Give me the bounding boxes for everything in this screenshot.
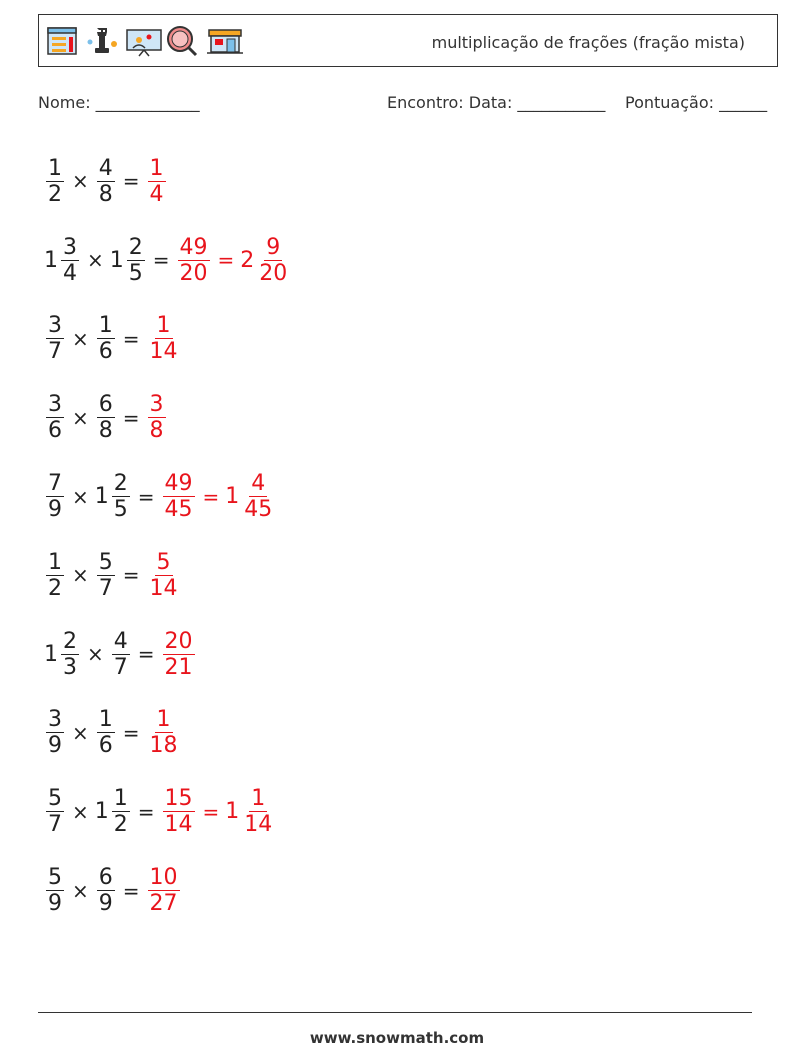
operand-a-denominator: 6 [48, 418, 62, 444]
operand-b-denominator: 8 [98, 418, 113, 444]
operand-b-numerator: 5 [98, 549, 113, 575]
operand-b [97, 157, 115, 206]
equals-sign: = [122, 720, 140, 745]
times-sign: × [72, 484, 89, 509]
operand-b-group [110, 630, 132, 679]
problem-row [44, 300, 291, 379]
operand-a [46, 551, 64, 600]
operand-b-group [95, 866, 117, 915]
operand-a-denominator: 3 [63, 654, 77, 680]
operand-b-numerator: 4 [98, 155, 113, 181]
answer-fraction [148, 866, 180, 915]
answer-fraction-numerator: 3 [149, 392, 164, 418]
operand-b-denominator: 7 [113, 654, 128, 680]
problem-row [44, 772, 291, 851]
operand-a [46, 157, 64, 206]
operand-b-denominator: 7 [98, 575, 113, 601]
answer-fraction [178, 236, 210, 285]
answer-mixed-numerator: 4 [251, 470, 266, 496]
times-sign: × [87, 248, 104, 273]
answer-fraction-denominator: 8 [149, 418, 164, 444]
answer-fraction-group [161, 472, 197, 521]
answer-mixed-whole: 2 [240, 247, 255, 273]
answer-mixed [242, 472, 274, 521]
answer-fraction-numerator: 49 [179, 234, 208, 260]
answer-fraction-numerator: 15 [164, 786, 193, 812]
worksheet-header [38, 14, 778, 67]
operand-b-group [95, 787, 132, 836]
answer-fraction-denominator: 18 [149, 733, 178, 759]
answer-mixed-denominator: 20 [259, 260, 288, 286]
operand-a [61, 630, 79, 679]
operand-a-group [44, 551, 66, 600]
operand-a-group [44, 157, 66, 206]
operand-b-denominator: 2 [113, 812, 128, 838]
operand-b-group [95, 157, 117, 206]
answer-fraction-denominator: 45 [164, 497, 193, 523]
chess-rook-icon [85, 24, 119, 58]
answer-equals-sign: = [202, 484, 220, 509]
operand-b-group [95, 314, 117, 363]
operand-a-numerator: 3 [48, 313, 62, 339]
answer-mixed [242, 787, 274, 836]
operand-a-numerator: 3 [48, 392, 62, 418]
equals-sign: = [122, 405, 140, 430]
operand-b-numerator: 6 [98, 864, 113, 890]
operand-a-whole: 1 [44, 247, 58, 273]
operand-b-numerator: 2 [113, 470, 128, 496]
operand-a-numerator: 1 [48, 155, 62, 181]
problem-row [44, 221, 291, 300]
operand-b-numerator: 6 [98, 392, 113, 418]
answer [146, 551, 182, 600]
operand-a-denominator: 7 [48, 812, 62, 838]
answer-fraction-denominator: 4 [149, 181, 164, 207]
answer-fraction-denominator: 20 [179, 260, 208, 286]
answer-mixed-whole: 1 [225, 484, 240, 510]
operand-b-denominator: 9 [98, 891, 113, 917]
problem-list [44, 142, 291, 930]
operand-a [46, 866, 64, 915]
answer-fraction-denominator: 14 [149, 339, 178, 365]
operand-b-denominator: 8 [98, 181, 113, 207]
operand-b [112, 787, 130, 836]
answer-mixed [257, 236, 289, 285]
answer-fraction [163, 472, 195, 521]
operand-a-group [44, 787, 66, 836]
answer-fraction-numerator: 1 [149, 155, 164, 181]
operand-a-denominator: 2 [48, 575, 62, 601]
operand-b [97, 551, 115, 600]
answer-fraction [148, 314, 180, 363]
answer [146, 708, 182, 757]
operand-a-group [44, 472, 66, 521]
operand-b-numerator: 1 [113, 786, 128, 812]
answer-fraction-denominator: 27 [149, 891, 178, 917]
times-sign: × [72, 563, 89, 588]
operand-a-denominator: 7 [48, 339, 62, 365]
operand-b-numerator: 1 [98, 707, 113, 733]
answer-fraction-numerator: 20 [164, 628, 193, 654]
problem-row [44, 694, 291, 773]
presentation-board-icon [125, 24, 159, 58]
answer-mixed-denominator: 45 [244, 497, 273, 523]
operand-b-denominator: 6 [98, 733, 113, 759]
operand-a-numerator: 1 [48, 549, 62, 575]
answer-fraction-group [146, 708, 182, 757]
footer-url: www.snowmath.com [309, 1029, 485, 1047]
operand-b [97, 708, 115, 757]
operand-b-group [95, 472, 132, 521]
operand-a-numerator: 3 [63, 234, 77, 260]
answer-fraction-numerator: 1 [156, 707, 171, 733]
operand-b-whole: 1 [94, 799, 109, 825]
operand-a-denominator: 9 [48, 733, 62, 759]
operand-b [112, 630, 130, 679]
score-label: Pontuação: ______ [625, 93, 768, 112]
shop-icon [205, 24, 239, 58]
equals-sign: = [122, 326, 140, 351]
times-sign: × [72, 169, 89, 194]
times-sign: × [72, 799, 89, 824]
operand-b-numerator: 1 [98, 313, 113, 339]
answer-fraction-denominator: 21 [164, 654, 193, 680]
operand-b [112, 472, 130, 521]
answer-fraction-numerator: 10 [149, 864, 178, 890]
header-icons [45, 23, 239, 59]
answer-mixed-whole: 1 [225, 799, 240, 825]
answer-fraction-group [146, 393, 168, 442]
operand-a-denominator: 2 [48, 181, 62, 207]
answer-fraction-numerator: 1 [156, 313, 171, 339]
operand-a-denominator: 9 [48, 497, 62, 523]
times-sign: × [87, 642, 104, 667]
operand-a-whole: 1 [44, 641, 58, 667]
operand-b [97, 393, 115, 442]
operand-b-numerator: 4 [113, 628, 128, 654]
operand-a-numerator: 7 [48, 470, 62, 496]
operand-a-numerator: 5 [48, 786, 62, 812]
operand-a-group [44, 393, 66, 442]
operand-a-group [44, 708, 66, 757]
operand-b-denominator: 6 [98, 339, 113, 365]
problem-row [44, 378, 291, 457]
answer-equals-sign: = [202, 799, 220, 824]
answer-fraction-numerator: 49 [164, 470, 193, 496]
operand-a [46, 393, 64, 442]
answer-fraction [148, 393, 166, 442]
answer [161, 630, 197, 679]
operand-a-numerator: 2 [63, 628, 77, 654]
answer-mixed-numerator: 9 [266, 234, 281, 260]
problem-row [44, 615, 291, 694]
answer-fraction-denominator: 14 [149, 575, 178, 601]
operand-a-denominator: 9 [48, 891, 62, 917]
equals-sign: = [137, 799, 155, 824]
operand-b-numerator: 2 [128, 234, 143, 260]
problem-row [44, 851, 291, 930]
answer [146, 157, 168, 206]
operand-b [97, 866, 115, 915]
operand-b-denominator: 5 [128, 260, 143, 286]
answer [176, 236, 292, 285]
operand-a-numerator: 3 [48, 707, 62, 733]
operand-a-group [44, 866, 66, 915]
answer-fraction-numerator: 5 [156, 549, 171, 575]
answer-fraction [148, 157, 166, 206]
answer [161, 472, 277, 521]
operand-b-whole: 1 [109, 247, 124, 273]
answer-mixed-group [225, 787, 276, 836]
operand-a [61, 236, 79, 285]
answer-fraction-group [146, 551, 182, 600]
problem-row [44, 142, 291, 221]
equals-sign: = [122, 169, 140, 194]
operand-a [46, 314, 64, 363]
operand-b-whole: 1 [94, 484, 109, 510]
answer-equals-sign: = [217, 248, 235, 273]
answer-mixed-denominator: 14 [244, 812, 273, 838]
answer [146, 393, 168, 442]
operand-a-group [44, 236, 81, 285]
answer-fraction [163, 787, 195, 836]
answer-mixed-group [225, 472, 276, 521]
operand-b-group [95, 708, 117, 757]
equals-sign: = [137, 484, 155, 509]
answer-fraction-group [161, 630, 197, 679]
name-field-label: Nome: _____________ [38, 93, 200, 112]
answer-fraction [148, 551, 180, 600]
operand-a-group [44, 630, 81, 679]
times-sign: × [72, 720, 89, 745]
problem-row [44, 536, 291, 615]
worksheet-icon [45, 24, 79, 58]
operand-a [46, 787, 64, 836]
answer [161, 787, 277, 836]
operand-a [46, 708, 64, 757]
answer-mixed-group [240, 236, 291, 285]
answer [146, 866, 182, 915]
equals-sign: = [122, 878, 140, 903]
answer-fraction-group [161, 787, 197, 836]
meeting-date-label: Encontro: Data: ___________ [387, 93, 606, 112]
answer-fraction [163, 630, 195, 679]
footer-divider [38, 1012, 752, 1013]
answer-fraction-group [146, 314, 182, 363]
answer-fraction-group [146, 866, 182, 915]
answer-mixed-numerator: 1 [251, 786, 266, 812]
equals-sign: = [137, 642, 155, 667]
equals-sign: = [152, 248, 170, 273]
operand-b-group [110, 236, 147, 285]
operand-b-denominator: 5 [113, 497, 128, 523]
worksheet-title: multiplicação de frações (fração mista) [431, 33, 745, 52]
answer [146, 314, 182, 363]
operand-b [127, 236, 145, 285]
times-sign: × [72, 878, 89, 903]
operand-b [97, 314, 115, 363]
answer-fraction-denominator: 14 [164, 812, 193, 838]
operand-b-group [95, 551, 117, 600]
times-sign: × [72, 326, 89, 351]
times-sign: × [72, 405, 89, 430]
operand-a-denominator: 4 [63, 260, 77, 286]
problem-row [44, 457, 291, 536]
magnifier-icon [165, 24, 199, 58]
operand-a-group [44, 314, 66, 363]
operand-a-numerator: 5 [48, 864, 62, 890]
operand-b-group [95, 393, 117, 442]
operand-a [46, 472, 64, 521]
equals-sign: = [122, 563, 140, 588]
answer-fraction [148, 708, 180, 757]
answer-fraction-group [146, 157, 168, 206]
answer-fraction-group [176, 236, 212, 285]
